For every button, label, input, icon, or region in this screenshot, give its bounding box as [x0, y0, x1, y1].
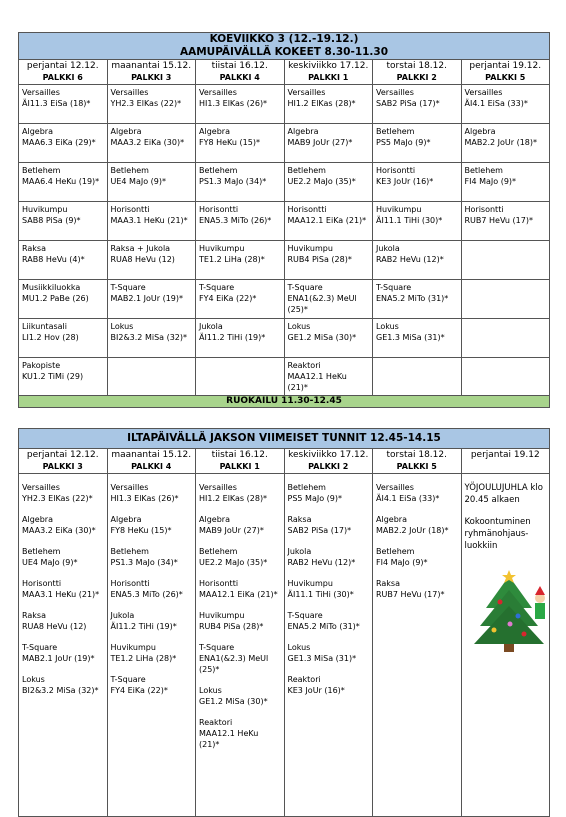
lesson-course: TE1.2 LiHa (28)*: [110, 654, 177, 663]
lesson-entry: [199, 514, 281, 536]
lesson-entry: [288, 610, 370, 632]
exam-room: Huvikumpu: [287, 244, 333, 253]
exam-cell: [461, 124, 550, 163]
morning-banner: [19, 33, 550, 60]
lesson-course: MAA3.2 EiKa (30)*: [22, 526, 96, 535]
day-header: [461, 60, 550, 85]
exam-room: Pakopiste: [22, 361, 61, 370]
exam-room: Betlehem: [199, 166, 238, 175]
lesson-entry: [22, 514, 104, 536]
exam-cell: [107, 241, 196, 280]
exam-room: T-Square: [287, 283, 323, 292]
lesson-entry: [22, 610, 104, 632]
lesson-entry: [288, 514, 370, 536]
exam-course: ENA5.2 MiTo (31)*: [376, 294, 449, 303]
lesson-room: Horisontti: [110, 579, 150, 588]
day-palkki: PALKKI 3: [131, 73, 172, 82]
exam-row: [19, 319, 550, 358]
exam-course: BI2&3.2 MiSa (32)*: [110, 333, 188, 342]
lesson-course: RUB4 PiSa (28)*: [199, 622, 264, 631]
exam-room: Huvikumpu: [199, 244, 245, 253]
exam-cell: [461, 85, 550, 124]
exam-room: Algebra: [199, 127, 230, 136]
lesson-course: UE2.2 MaJo (35)*: [199, 558, 268, 567]
exam-cell: [284, 319, 373, 358]
day-date: keskiviikko 17.12.: [288, 61, 369, 71]
exam-row: [19, 124, 550, 163]
exam-cell: [196, 280, 285, 319]
day-palkki: PALKKI 4: [219, 73, 260, 82]
lesson-room: Versailles: [110, 483, 149, 492]
exam-cell: [373, 319, 462, 358]
exam-course: ÄI11.3 EiSa (18)*: [22, 99, 91, 108]
lesson-course: ÄI11.1 TiHi (30)*: [287, 590, 354, 599]
lesson-room: Algebra: [199, 515, 230, 524]
lesson-entry: [199, 578, 281, 600]
exam-cell: [19, 124, 108, 163]
exam-room: Raksa: [22, 244, 46, 253]
day-date: perjantai 12.12.: [26, 450, 99, 460]
lesson-room: T-Square: [110, 675, 146, 684]
exam-cell: [107, 280, 196, 319]
exam-cell: [373, 280, 462, 319]
exam-course: ÄI4.1 EiSa (33)*: [464, 99, 528, 108]
exam-course: TE1.2 LiHa (28)*: [199, 255, 265, 264]
exam-room: Horisontti: [110, 205, 150, 214]
lesson-course: FI4 MaJo (9)*: [376, 558, 428, 567]
exam-course: GE1.2 MiSa (30)*: [287, 333, 357, 342]
day-date: torstai 18.12.: [386, 450, 447, 460]
exam-row: [19, 202, 550, 241]
lesson-room: Reaktori: [287, 675, 321, 684]
day-header: [19, 60, 108, 85]
lesson-entry: [376, 514, 458, 536]
lesson-course: FY4 EiKa (22)*: [110, 686, 168, 695]
lesson-room: Reaktori: [199, 718, 233, 727]
exam-cell: [284, 163, 373, 202]
lesson-course: RUA8 HeVu (12): [22, 622, 87, 631]
exam-room: Horisontti: [287, 205, 327, 214]
exam-course: RAB8 HeVu (4)*: [22, 255, 85, 264]
day-header: [19, 449, 108, 474]
exam-room: Algebra: [287, 127, 319, 136]
lesson-room: Lokus: [287, 643, 311, 652]
exam-course: MAB9 JoUr (27)*: [287, 138, 353, 147]
exam-cell: [461, 358, 550, 396]
exam-course: ÄI11.1 TiHi (30)*: [376, 216, 443, 225]
day-date: perjantai 19.12: [470, 450, 540, 460]
exam-cell: [284, 124, 373, 163]
lesson-course: ÄI11.2 TiHi (19)*: [110, 622, 177, 631]
lesson-course: MAA12.1 EiKa (21)*: [199, 590, 278, 599]
day-palkki: PALKKI 2: [396, 73, 437, 82]
lesson-entry: [376, 578, 458, 600]
lesson-entry: [111, 674, 193, 696]
exam-row: [19, 85, 550, 124]
exam-course: RAB2 HeVu (12)*: [376, 255, 444, 264]
exam-cell: [373, 358, 462, 396]
exam-row: [19, 358, 550, 396]
exam-cell: [196, 241, 285, 280]
exam-course: MAA12.1 HeKu (21)*: [287, 372, 347, 392]
exam-room: Jukola: [199, 322, 223, 331]
lesson-room: Horisontti: [199, 579, 239, 588]
day-header: [284, 449, 373, 474]
exam-course: MAB2.1 JoUr (19)*: [110, 294, 183, 303]
lesson-room: Huvikumpu: [110, 643, 156, 652]
exam-course: MAB2.2 JoUr (18)*: [464, 138, 537, 147]
lesson-room: T-Square: [199, 643, 235, 652]
day-palkki: PALKKI 6: [42, 73, 83, 82]
lesson-entry: [199, 546, 281, 568]
exam-cell: [196, 163, 285, 202]
exam-cell: [284, 202, 373, 241]
lesson-entry: [199, 685, 281, 707]
lesson-entry: [22, 546, 104, 568]
exam-cell: [107, 124, 196, 163]
lesson-entry: [22, 578, 104, 600]
exam-cell: [107, 163, 196, 202]
lesson-room: Algebra: [376, 515, 407, 524]
exam-course: MU1.2 PaBe (26): [22, 294, 89, 303]
exam-course: KU1.2 TiMi (29): [22, 372, 84, 381]
lesson-room: Lokus: [22, 675, 45, 684]
lesson-entry: [111, 546, 193, 568]
exam-course: MAA3.2 EiKa (30)*: [110, 138, 185, 147]
lesson-course: UE4 MaJo (9)*: [22, 558, 78, 567]
exam-room: Betlehem: [376, 127, 415, 136]
day-header: [107, 60, 196, 85]
exam-course: MAA12.1 EiKa (21)*: [287, 216, 367, 225]
gathering-note: Kokoontuminen ryhmänohjaus-luokkiin: [464, 517, 531, 551]
lesson-course: FY8 HeKu (15)*: [110, 526, 172, 535]
exam-cell: [373, 241, 462, 280]
lesson-room: Jukola: [110, 611, 135, 620]
lesson-room: Huvikumpu: [287, 579, 333, 588]
exam-room: Algebra: [464, 127, 496, 136]
exam-room: T-Square: [376, 283, 412, 292]
exam-room: Raksa + Jukola: [110, 244, 171, 253]
exam-course: MAA6.3 EiKa (29)*: [22, 138, 96, 147]
exam-course: RUA8 HeVu (12): [110, 255, 175, 264]
lesson-course: MAB2.1 JoUr (19)*: [22, 654, 95, 663]
exam-room: Lokus: [110, 322, 134, 331]
lesson-course: ENA1(&2.3) MeUl (25)*: [199, 654, 269, 674]
lesson-course: GE1.3 MiSa (31)*: [287, 654, 357, 663]
day-date: keskiviikko 17.12.: [288, 450, 369, 460]
lesson-room: Betlehem: [287, 483, 326, 492]
exam-cell: [284, 280, 373, 319]
lesson-entry: [288, 674, 370, 696]
morning-title: AAMUPÄIVÄLLÄ KOKEET 8.30-11.30: [179, 46, 389, 58]
exam-course: SAB2 PiSa (17)*: [376, 99, 440, 108]
lesson-entry: [111, 514, 193, 536]
exam-room: Algebra: [22, 127, 53, 136]
exam-room: Lokus: [376, 322, 399, 331]
day-palkki: PALKKI 4: [131, 462, 172, 471]
day-palkki: [462, 461, 550, 473]
lesson-entry: [111, 482, 193, 504]
exam-course: ENA1(&2.3) MeUl (25)*: [287, 294, 357, 314]
exam-room: Horisontti: [376, 166, 416, 175]
lesson-room: Betlehem: [376, 547, 415, 556]
lesson-entry: [199, 642, 281, 675]
day-header: [196, 449, 285, 474]
exam-room: Betlehem: [287, 166, 326, 175]
exam-room: Lokus: [287, 322, 311, 331]
exam-room: Huvikumpu: [376, 205, 422, 214]
lesson-column: [284, 474, 373, 817]
exam-course: RUB4 PiSa (28)*: [287, 255, 352, 264]
lesson-course: ENA5.2 MiTo (31)*: [287, 622, 360, 631]
lesson-room: Algebra: [110, 515, 142, 524]
day-header: [373, 60, 462, 85]
lesson-room: Versailles: [22, 483, 60, 492]
day-date: maanantai 15.12.: [111, 450, 192, 460]
christmas-tree-illustration: [470, 568, 550, 658]
day-palkki: PALKKI 1: [308, 73, 349, 82]
lesson-course: MAB2.2 JoUr (18)*: [376, 526, 449, 535]
exam-cell: [19, 202, 108, 241]
lesson-course: GE1.2 MiSa (30)*: [199, 697, 268, 706]
exam-course: HI1.3 ElKas (26)*: [199, 99, 268, 108]
lesson-room: Horisontti: [22, 579, 62, 588]
exam-course: FY8 HeKu (15)*: [199, 138, 260, 147]
exam-course: SAB8 PiSa (9)*: [22, 216, 81, 225]
day-date: torstai 18.12.: [386, 61, 447, 71]
party-note: YÖJOULUJUHLA klo 20.45 alkaen: [464, 483, 543, 505]
exam-row: [19, 241, 550, 280]
exam-room: Algebra: [110, 127, 142, 136]
exam-cell: [107, 358, 196, 396]
lesson-room: Raksa: [287, 515, 312, 524]
exam-room: Versailles: [199, 88, 237, 97]
exam-cell: [196, 319, 285, 358]
day-header: [107, 449, 196, 474]
exam-cell: [196, 202, 285, 241]
exam-room: Betlehem: [22, 166, 61, 175]
lesson-course: HI1.2 ElKas (28)*: [199, 494, 268, 503]
lesson-course: KE3 JoUr (16)*: [287, 686, 345, 695]
lesson-entry: [199, 610, 281, 632]
lesson-room: Jukola: [287, 547, 312, 556]
day-header: [196, 60, 285, 85]
lesson-entry: [22, 674, 104, 696]
lesson-course: YH2.3 ElKas (22)*: [22, 494, 93, 503]
exam-course: LI1.2 Hov (28): [22, 333, 79, 342]
exam-course: UE2.2 MaJo (35)*: [287, 177, 356, 186]
exam-cell: [19, 241, 108, 280]
lesson-room: T-Square: [287, 611, 323, 620]
lesson-room: Raksa: [376, 579, 400, 588]
lunch-banner: RUOKAILU 11.30-12.45: [19, 396, 550, 408]
exam-room: T-Square: [199, 283, 235, 292]
morning-exam-table: [18, 32, 550, 408]
exam-course: ÄI11.2 TiHi (19)*: [199, 333, 266, 342]
lesson-column: [196, 474, 285, 817]
exam-cell: [461, 280, 550, 319]
lesson-entry: [288, 642, 370, 664]
day-date: perjantai 19.12.: [469, 61, 542, 71]
exam-room: Betlehem: [464, 166, 503, 175]
day-palkki: PALKKI 3: [42, 462, 83, 471]
exam-course: MAA6.4 HeKu (19)*: [22, 177, 100, 186]
lesson-entry: [288, 546, 370, 568]
lesson-course: ENA5.3 MiTo (26)*: [110, 590, 183, 599]
lesson-course: MAB9 JoUr (27)*: [199, 526, 264, 535]
exam-cell: [461, 319, 550, 358]
afternoon-banner: ILTAPÄIVÄLLÄ JAKSON VIIMEISET TUNNIT 12.45-14.15: [19, 429, 550, 449]
exam-cell: [196, 358, 285, 396]
exam-course: ENA5.3 MiTo (26)*: [199, 216, 272, 225]
exam-course: YH2.3 ElKas (22)*: [110, 99, 182, 108]
lesson-course: SAB2 PiSa (17)*: [287, 526, 352, 535]
exam-course: UE4 MaJo (9)*: [110, 177, 166, 186]
day-date: perjantai 12.12.: [26, 61, 99, 71]
lesson-entry: [199, 482, 281, 504]
exam-room: Versailles: [110, 88, 149, 97]
lesson-course: MAA3.1 HeKu (21)*: [22, 590, 100, 599]
exam-cell: [107, 202, 196, 241]
exam-cell: [196, 124, 285, 163]
exam-course: FY4 EiKa (22)*: [199, 294, 257, 303]
lesson-column: [373, 474, 462, 817]
lesson-room: Lokus: [199, 686, 222, 695]
exam-cell: [284, 241, 373, 280]
lesson-course: PS1.3 MaJo (34)*: [110, 558, 178, 567]
exam-room: Versailles: [376, 88, 414, 97]
lesson-entry: [111, 642, 193, 664]
lesson-entry: [22, 642, 104, 664]
exam-row: [19, 163, 550, 202]
exam-cell: [19, 319, 108, 358]
exam-cell: [373, 202, 462, 241]
lesson-entry: [288, 482, 370, 504]
week-title: KOEVIIKKO 3 (12.-19.12.): [209, 33, 359, 45]
exam-row: [19, 280, 550, 319]
lesson-course: MAA12.1 HeKu (21)*: [199, 729, 259, 749]
exam-cell: [19, 280, 108, 319]
lesson-room: T-Square: [22, 643, 58, 652]
lesson-column: [19, 474, 108, 817]
lesson-course: RAB2 HeVu (12)*: [287, 558, 356, 567]
exam-cell: [19, 358, 108, 396]
exam-room: Liikuntasali: [22, 322, 67, 331]
exam-course: FI4 MaJo (9)*: [464, 177, 517, 186]
lesson-room: Huvikumpu: [199, 611, 245, 620]
lesson-room: Raksa: [22, 611, 46, 620]
day-header: [373, 449, 462, 474]
lesson-course: PS5 MaJo (9)*: [287, 494, 342, 503]
lesson-room: Versailles: [376, 483, 414, 492]
lesson-course: HI1.3 ElKas (26)*: [110, 494, 179, 503]
exam-room: Reaktori: [287, 361, 321, 370]
exam-cell: [19, 163, 108, 202]
exam-course: HI1.2 ElKas (28)*: [287, 99, 356, 108]
day-header: [461, 449, 550, 474]
exam-cell: [284, 358, 373, 396]
lesson-column: [107, 474, 196, 817]
lesson-entry: [111, 578, 193, 600]
exam-cell: [373, 163, 462, 202]
day-palkki: PALKKI 5: [485, 73, 526, 82]
lesson-entry: [22, 482, 104, 504]
lesson-entry: [199, 717, 281, 750]
lesson-room: Betlehem: [22, 547, 61, 556]
exam-cell: [373, 124, 462, 163]
exam-course: KE3 JoUr (16)*: [376, 177, 434, 186]
exam-room: Versailles: [464, 88, 503, 97]
lesson-entry: [111, 610, 193, 632]
lesson-course: ÄI4.1 EiSa (33)*: [376, 494, 440, 503]
lesson-room: Algebra: [22, 515, 53, 524]
exam-room: Versailles: [22, 88, 60, 97]
exam-cell: [461, 241, 550, 280]
lesson-entry: [376, 482, 458, 504]
exam-course: PS1.3 MaJo (34)*: [199, 177, 267, 186]
exam-cell: [284, 85, 373, 124]
lesson-room: Betlehem: [110, 547, 149, 556]
exam-course: GE1.3 MiSa (31)*: [376, 333, 445, 342]
day-palkki: PALKKI 1: [219, 462, 260, 471]
exam-cell: [196, 85, 285, 124]
day-date: maanantai 15.12.: [111, 61, 192, 71]
day-header: [284, 60, 373, 85]
lesson-entry: [376, 546, 458, 568]
exam-cell: [461, 202, 550, 241]
lesson-entry: [288, 578, 370, 600]
exam-room: Betlehem: [110, 166, 149, 175]
lesson-course: BI2&3.2 MiSa (32)*: [22, 686, 99, 695]
exam-room: Huvikumpu: [22, 205, 68, 214]
day-palkki: PALKKI 2: [308, 462, 349, 471]
exam-room: Musiikkiluokka: [22, 283, 81, 292]
exam-room: T-Square: [110, 283, 146, 292]
exam-room: Horisontti: [199, 205, 239, 214]
day-palkki: PALKKI 5: [396, 462, 437, 471]
exam-cell: [107, 319, 196, 358]
exam-room: Versailles: [287, 88, 326, 97]
exam-course: MAA3.1 HeKu (21)*: [110, 216, 188, 225]
lesson-room: Betlehem: [199, 547, 238, 556]
exam-course: RUB7 HeVu (17)*: [464, 216, 533, 225]
exam-cell: [461, 163, 550, 202]
exam-cell: [107, 85, 196, 124]
exam-cell: [373, 85, 462, 124]
lesson-room: Versailles: [199, 483, 237, 492]
day-date: tiistai 16.12.: [211, 450, 268, 460]
exam-room: Horisontti: [464, 205, 504, 214]
lesson-course: RUB7 HeVu (17)*: [376, 590, 445, 599]
exam-room: Jukola: [376, 244, 400, 253]
exam-cell: [19, 85, 108, 124]
day-date: tiistai 16.12.: [211, 61, 268, 71]
exam-course: PS5 MaJo (9)*: [376, 138, 431, 147]
